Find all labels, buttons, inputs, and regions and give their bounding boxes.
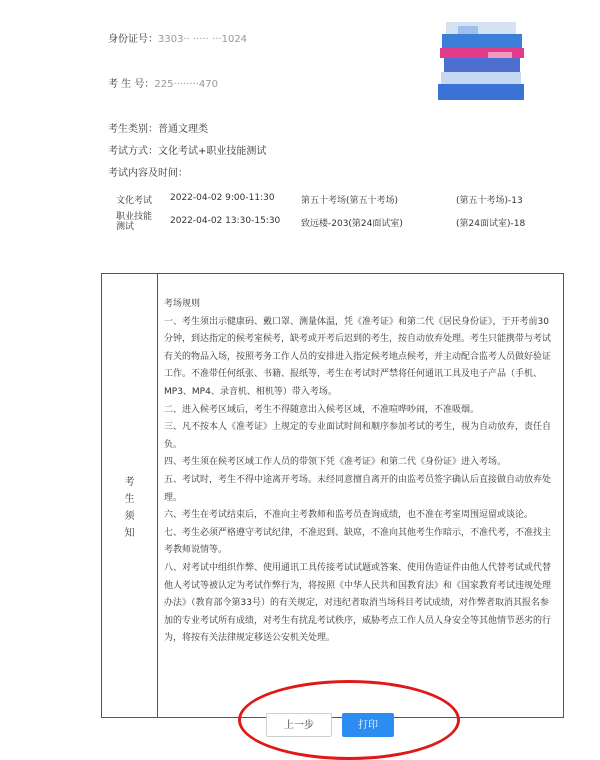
- id-number-row: [108, 30, 247, 45]
- rule-item: 四、考生须在候考区域工作人员的带领下凭《准考证》和第二代《身份证》进入考场。: [164, 457, 507, 468]
- schedule-type: 文化考试: [116, 196, 153, 206]
- exam-number-label: 考 生 号：: [108, 79, 155, 90]
- id-number-label: 身份证号：: [108, 34, 158, 45]
- rule-item: 三、凡不按本人《准考证》上规定的专业面试时间和顺序参加考试的考生，视为自动放弃，责任自负。: [164, 422, 552, 450]
- rule-item: 一、考生须出示健康码、戴口罩、测量体温，凭《准考证》和第二代《居民身份证》，于开考前30分钟，到达指定的候考室候考，缺考或开考后迟到的考生，按自动放弃处理。考生只能携带与考试有关的物品入场，按照考务工作人员的安排进入指定候考地点候考，并主动配合监考人员做好验证工作。不准带任何纸张、书籍、报纸等，考生在考试时严禁将任何通讯工具及电子产品（手机、MP3、MP4、录音机、相机等）带入考场。: [164, 316, 552, 397]
- notice-divider: [157, 274, 158, 717]
- previous-step-button[interactable]: 上一步: [266, 713, 332, 737]
- schedule-room: 致远楼-203(第24面试室): [301, 219, 403, 229]
- schedule-type: 职业技能测试: [116, 212, 153, 232]
- content-time-text: 考试内容及时间：: [108, 168, 188, 179]
- method-text: 考试方式：文化考试+职业技能测试: [108, 146, 267, 157]
- rule-item: 五、考试时，考生不得中途离开考场。未经同意擅自离开的由监考员签字确认后直接做自动放弃处理。: [164, 474, 552, 503]
- rule-item: 八、对考试中组织作弊、使用通讯工具传接考试试题或答案、使用伪造证件由他人代替考试或代替他人考试等被认定为考试作弊行为，将按照《中华人民共和国教育法》和《国家教育考试违规处理办法》（教育部令第33号）的有关规定，对违纪者取消当场科目考试成绩，对作弊者取消其报名参加的专业考试所有成绩，对考生有扰乱考试秩序，威胁考点工作人员人身安全等其他情节恶劣的行为，将按有关法律规定移送公安机关处理。: [164, 562, 552, 644]
- schedule-time: 2022-04-02 13:30-15:30: [170, 216, 281, 226]
- exam-number-value: 225········470: [154, 79, 218, 90]
- rules-heading: 考场规则: [164, 299, 201, 309]
- print-button[interactable]: 打印: [342, 713, 394, 737]
- exam-number-row: [108, 75, 218, 90]
- side-title-char: 知: [124, 528, 135, 539]
- id-number-value: 3303·· ····· ···1024: [158, 34, 248, 45]
- schedule-room: 第五十考场(第五十考场): [301, 196, 399, 206]
- side-title-char: 生: [124, 494, 135, 505]
- rule-item: 二、进入候考区域后，考生不得随意出入候考区域，不准喧哗吵闹，不准吸烟。: [164, 404, 480, 415]
- notice-content: [164, 296, 552, 648]
- side-title-char: 考: [124, 477, 135, 488]
- schedule-seat: (第五十考场)-13: [456, 196, 523, 206]
- side-title-char: 须: [124, 511, 135, 522]
- exam-notice-box: [101, 273, 564, 718]
- category-text: 考生类别：普通文理类: [108, 124, 208, 135]
- rule-item: 七、考生必须严格遵守考试纪律，不准迟到、缺席，不准向其他考生作暗示，不准代考，不准找主考教师说情等。: [164, 527, 552, 556]
- schedule-time: 2022-04-02 9:00-11:30: [170, 193, 275, 203]
- schedule-seat: (第24面试室)-18: [456, 219, 526, 229]
- notice-side-title: [102, 474, 157, 542]
- rule-item: 六、考生在考试结束后，不准向主考教师和监考员查询成绩，也不准在考室周围逗留或谈论。: [164, 510, 534, 521]
- applicant-photo: [438, 18, 524, 100]
